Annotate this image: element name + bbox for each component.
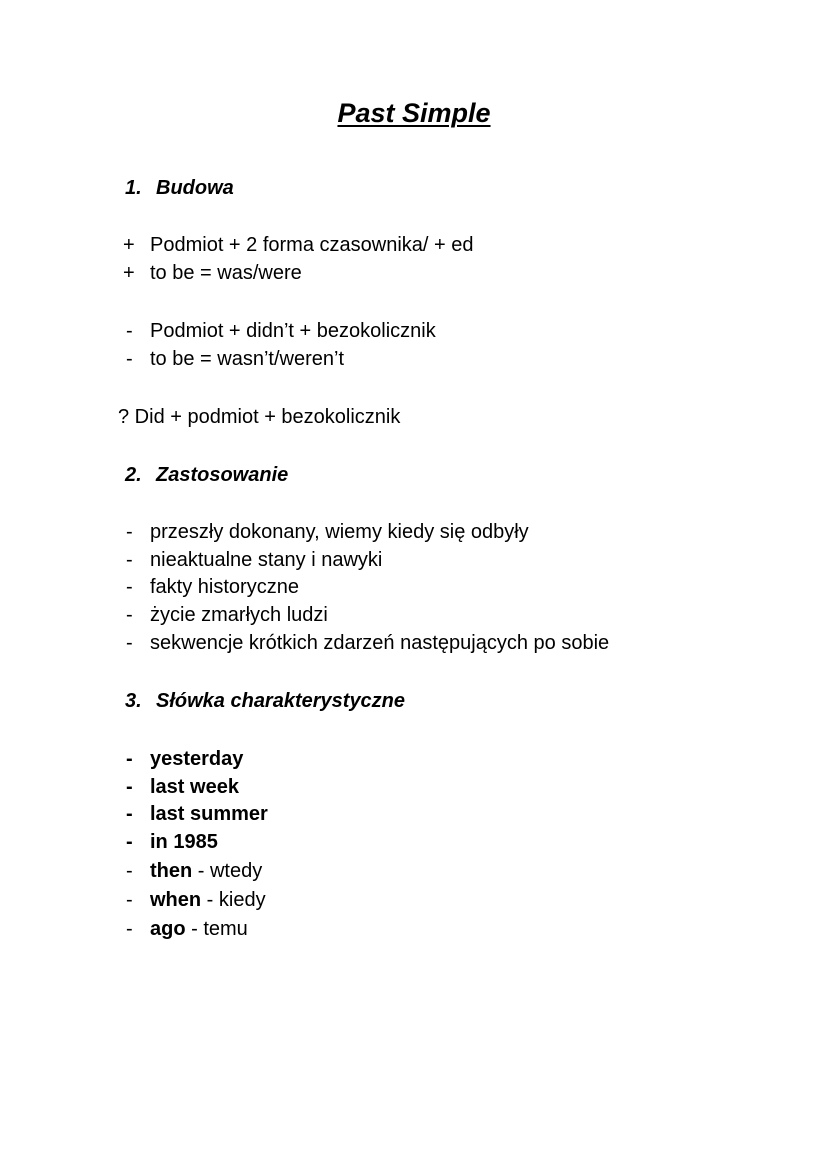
translation: - temu: [185, 918, 248, 940]
list-item-text: to be = wasn’t/weren’t: [150, 348, 344, 370]
keyword-with-translation: [150, 860, 262, 883]
section-number: 1.: [125, 177, 142, 199]
keyword-with-translation: [150, 918, 248, 941]
dash-bullet: -: [126, 521, 133, 543]
translation: - kiedy: [201, 889, 266, 911]
list-item-text: Podmiot + 2 forma czasownika/ + ed: [150, 234, 474, 256]
keyword: last week: [150, 776, 239, 798]
dash-bullet: -: [126, 348, 133, 370]
dash-bullet: -: [126, 576, 133, 598]
translation: - wtedy: [192, 860, 263, 882]
list-item-text: przeszły dokonany, wiemy kiedy się odbyły: [150, 521, 529, 543]
section-label: Słówka charakterystyczne: [156, 690, 406, 712]
dash-bullet: -: [126, 889, 133, 911]
plus-bullet: +: [123, 262, 135, 284]
plus-bullet: +: [123, 234, 135, 256]
section-heading-zastosowanie: [125, 464, 288, 487]
dash-bullet: -: [126, 632, 133, 654]
section-heading-slowka: [125, 690, 405, 713]
dash-bullet: -: [126, 803, 133, 825]
page-title: Past Simple: [337, 98, 491, 128]
section-number: 2.: [125, 464, 142, 486]
list-item-text: sekwencje krótkich zdarzeń następujących po sobie: [150, 632, 610, 654]
section-label: Budowa: [156, 177, 234, 199]
dash-bullet: -: [126, 549, 133, 571]
dash-bullet: -: [126, 604, 133, 626]
list-item-text: nieaktualne stany i nawyki: [150, 549, 383, 571]
dash-bullet: -: [126, 831, 133, 853]
dash-bullet: -: [126, 776, 133, 798]
keyword: in 1985: [150, 831, 218, 853]
list-item-text: Podmiot + didn’t + bezokolicznik: [150, 320, 436, 342]
dash-bullet: -: [126, 748, 133, 770]
question-form: ? Did + podmiot + bezokolicznik: [118, 406, 401, 428]
dash-bullet: -: [126, 918, 133, 940]
section-label: Zastosowanie: [156, 464, 289, 486]
dash-bullet: -: [126, 320, 133, 342]
keyword-with-translation: [150, 889, 266, 912]
section-number: 3.: [125, 690, 142, 712]
keyword: last summer: [150, 803, 268, 825]
list-item-text: fakty historyczne: [150, 576, 299, 598]
keyword: yesterday: [150, 748, 244, 770]
list-item-text: to be = was/were: [150, 262, 302, 284]
dash-bullet: -: [126, 860, 133, 882]
keyword: when: [150, 889, 202, 911]
section-heading-budowa: [125, 177, 234, 200]
list-item-text: życie zmarłych ludzi: [150, 604, 328, 626]
keyword: ago: [150, 918, 186, 940]
keyword: then: [150, 860, 193, 882]
